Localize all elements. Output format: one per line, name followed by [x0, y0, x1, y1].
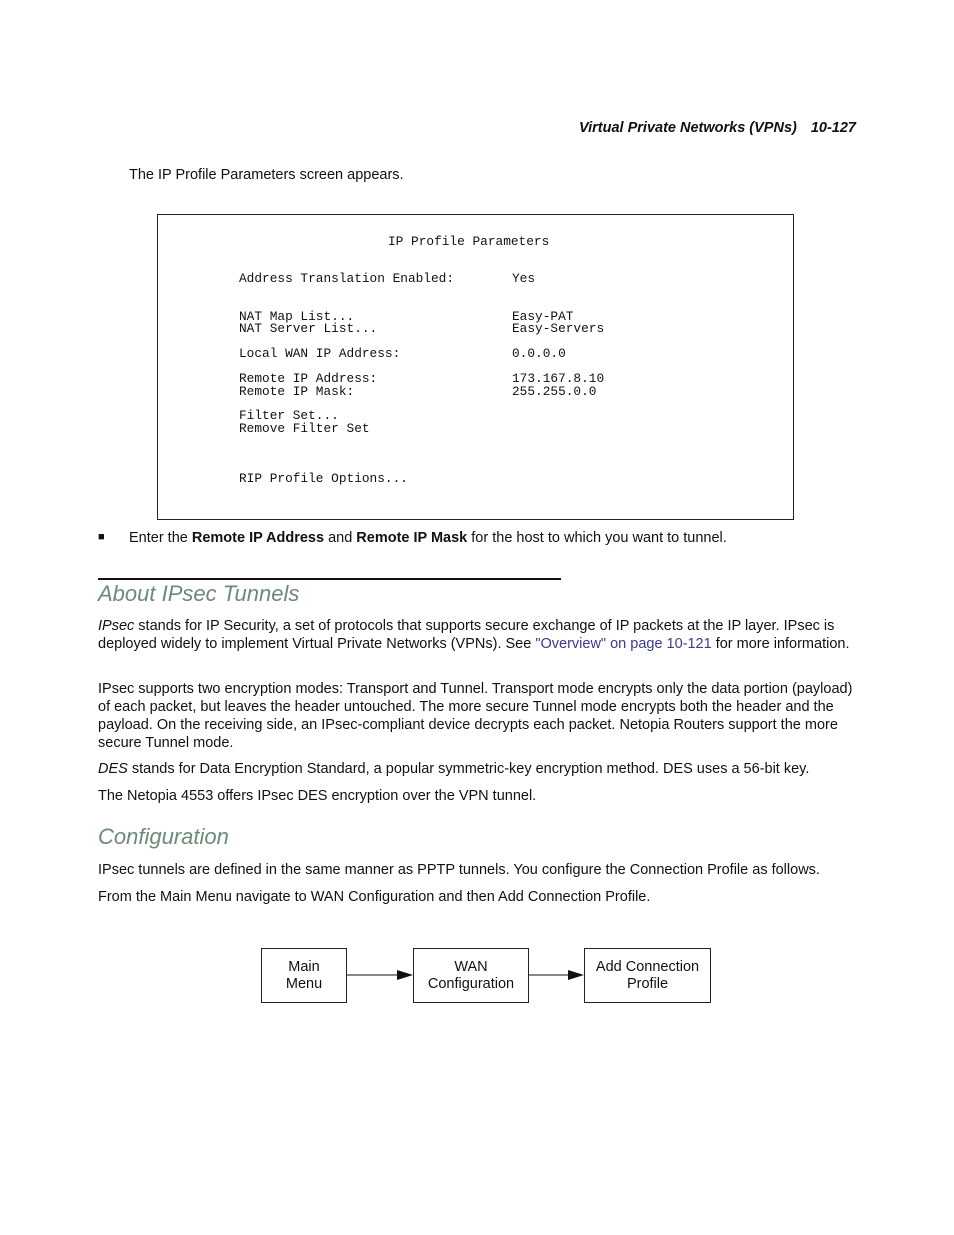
about-p1-text-a: stands for IP Security, a set of protocols that supports secure exchange of IP packets at the IP layer. IPsec is deployed widely to implement Virtual Private Networks (VPNs). See	[98, 618, 835, 652]
local-wan-ip-value: 0.0.0.0	[512, 346, 566, 361]
local-wan-ip-label: Local WAN IP Address:	[239, 346, 401, 361]
rip-profile-options-item: RIP Profile Options...	[239, 471, 408, 486]
filter-set-item: Filter Set...	[239, 408, 339, 423]
ipsec-term: IPsec	[98, 618, 135, 634]
remote-ip-mask-value: 255.255.0.0	[512, 384, 597, 399]
flow-box-wan-line2: Configuration	[427, 975, 515, 992]
about-paragraph-4: The Netopia 4553 offers IPsec DES encryption over the VPN tunnel.	[98, 788, 537, 804]
overview-link[interactable]: "Overview" on page 10-121	[535, 636, 712, 652]
flow-box-add-line2: Profile	[626, 975, 669, 992]
config-paragraph-1: IPsec tunnels are defined in the same manner as PPTP tunnels. You configure the Connection Profile as follows.	[98, 862, 820, 878]
bullet-square-icon: ■	[98, 531, 105, 543]
header-section-title: Virtual Private Networks (VPNs)	[579, 120, 797, 136]
address-translation-value: Yes	[512, 271, 536, 286]
remote-ip-address-value: 173.167.8.10	[512, 371, 605, 386]
header-page-number: 10-127	[810, 120, 856, 136]
nat-server-list-value: Easy-Servers	[512, 321, 605, 336]
flow-box-add-line1: Add Connection	[595, 958, 700, 975]
des-term: DES	[98, 761, 128, 777]
nat-map-list-label: NAT Map List...	[239, 309, 355, 324]
bullet-text-pre: Enter the	[129, 530, 192, 546]
remote-ip-mask-label: Remote IP Mask:	[239, 384, 355, 399]
nat-server-list-label: NAT Server List...	[239, 321, 378, 336]
about-p2-text: IPsec supports two encryption modes: Transport and Tunnel. Transport mode encrypts only the data portion (payload) of each packet, but leaves the header untouched. The more secure Tunnel mode encrypts both the header and the payload. On the receiving side, an IPsec-compliant device decrypts each packet. Netopia Routers support the more secure Tunnel mode.	[98, 681, 853, 751]
about-p1-text-b: for more information.	[711, 636, 850, 652]
flow-box-wan-line1: WAN	[454, 958, 488, 975]
flow-box-main-menu-line1: Main	[288, 958, 320, 975]
nat-map-list-value: Easy-PAT	[512, 309, 574, 324]
screen-title: IP Profile Parameters	[388, 234, 550, 249]
remote-ip-address-term: Remote IP Address	[191, 530, 325, 546]
address-translation-label: Address Translation Enabled:	[239, 271, 455, 286]
bullet-text-mid: and	[324, 530, 357, 546]
arrow-head-1-icon	[397, 970, 413, 980]
about-ipsec-heading: About IPsec Tunnels	[98, 581, 300, 606]
arrow-head-2-icon	[568, 970, 584, 980]
config-paragraph-2: From the Main Menu navigate to WAN Configuration and then Add Connection Profile.	[98, 889, 651, 905]
configuration-heading: Configuration	[98, 824, 229, 849]
intro-sentence: The IP Profile Parameters screen appears.	[129, 167, 404, 183]
remote-ip-address-label: Remote IP Address:	[239, 371, 378, 386]
about-p3-text: stands for Data Encryption Standard, a popular symmetric-key encryption method. DES uses a 56-bit key.	[127, 761, 810, 777]
bullet-text-post: for the host to which you want to tunnel.	[467, 530, 727, 546]
flow-box-main-menu-line2: Menu	[285, 975, 323, 992]
remote-ip-mask-term: Remote IP Mask	[356, 530, 468, 546]
remove-filter-set-item: Remove Filter Set	[239, 421, 370, 436]
